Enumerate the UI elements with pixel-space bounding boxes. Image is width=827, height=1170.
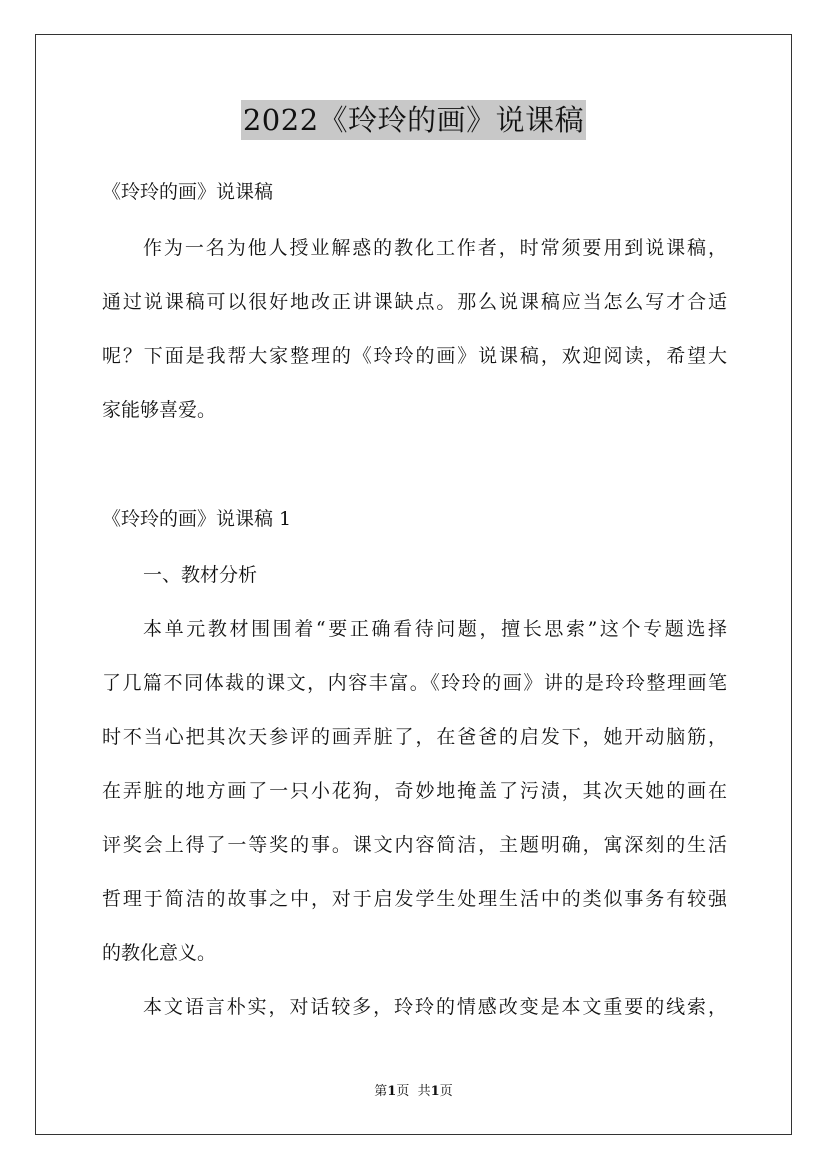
para1-line-2: 了几篇不同体裁的课文，内容丰富。《玲玲的画》讲的是玲玲整理画笔 [102, 672, 727, 694]
heading-textbook-analysis: 一、教材分析 [143, 564, 258, 586]
para2-line-1: 本文语言朴实，对话较多，玲玲的情感改变是本文重要的线索， [143, 996, 727, 1018]
document-subtitle: 《玲玲的画》说课稿 [102, 181, 274, 203]
para1-line-6: 哲理于简洁的故事之中，对于启发学生处理生活中的类似事务有较强 [102, 888, 727, 910]
section-title: 《玲玲的画》说课稿 1 [102, 508, 292, 530]
para1-line-4: 在弄脏的地方画了一只小花狗，奇妙地掩盖了污渍，其次天她的画在 [102, 780, 727, 802]
para1-line-3: 时不当心把其次天参评的画弄脏了，在爸爸的启发下，她开动脑筋， [102, 726, 727, 748]
intro-line-3: 呢？下面是我帮大家整理的《玲玲的画》说课稿，欢迎阅读，希望大 [102, 345, 727, 367]
footer-page-prefix: 第 [374, 1084, 388, 1099]
intro-line-1: 作为一名为他人授业解惑的教化工作者，时常须要用到说课稿， [143, 237, 727, 259]
footer-total-prefix: 共 [417, 1084, 431, 1099]
document-title: 2022《玲玲的画》说课稿 [241, 100, 586, 140]
para1-line-1: 本单元教材围围着“要正确看待问题，擅长思索”这个专题选择 [143, 618, 727, 640]
title-container [0, 100, 827, 140]
intro-line-4: 家能够喜爱。 [102, 399, 217, 421]
para1-line-7: 的教化意义。 [102, 942, 217, 964]
page-footer [0, 1083, 827, 1101]
footer-total-suffix: 页 [439, 1084, 453, 1099]
intro-line-2: 通过说课稿可以很好地改正讲课缺点。那么说课稿应当怎么写才合适 [102, 291, 727, 313]
footer-page-number: 1 [387, 1084, 397, 1099]
para1-line-5: 评奖会上得了一等奖的事。课文内容简洁，主题明确，寓深刻的生活 [102, 834, 727, 856]
footer-total-number: 1 [430, 1084, 440, 1099]
footer-page-suffix: 页 [396, 1084, 410, 1099]
